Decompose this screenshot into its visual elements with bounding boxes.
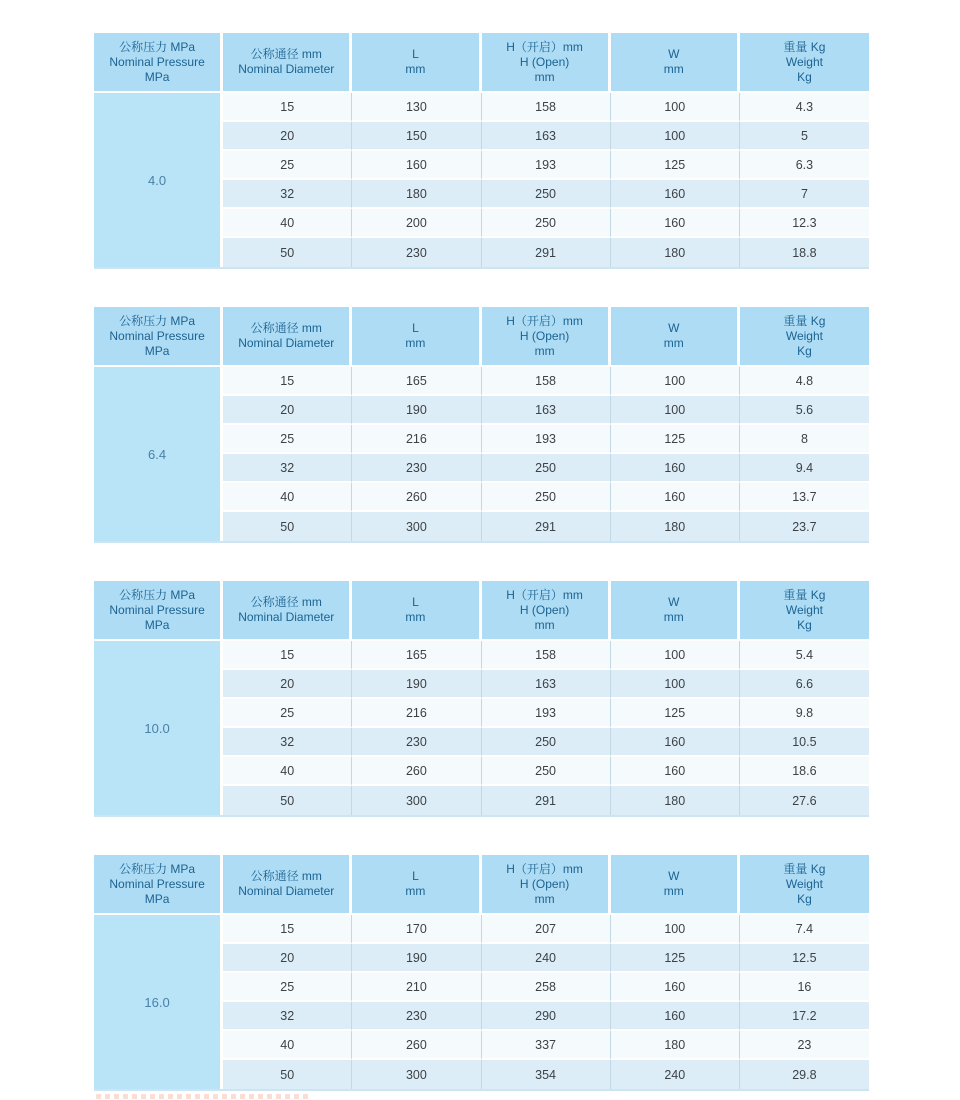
col-header-h-open-line: H（开启）mm [506, 587, 583, 602]
cell-weight: 27.6 [740, 786, 869, 815]
cell-length: 165 [352, 367, 481, 396]
cell-weight: 8 [740, 425, 869, 454]
cell-width: 125 [611, 151, 740, 180]
col-header-h-open [482, 855, 611, 915]
cell-h-open: 163 [482, 396, 611, 425]
col-header-diameter-line: Nominal Diameter [238, 62, 335, 76]
cell-width: 125 [611, 425, 740, 454]
col-header-width-line: W [668, 869, 680, 883]
cell-weight: 6.3 [740, 151, 869, 180]
col-header-h-open-line: H (Open) [519, 876, 570, 891]
cell-diameter: 15 [223, 93, 352, 122]
col-header-h-open-line: mm [534, 69, 555, 84]
col-header-h-open [482, 581, 611, 641]
cell-weight: 12.5 [740, 944, 869, 973]
col-header-width-line: W [668, 47, 680, 61]
col-header-h-open-line: H (Open) [519, 328, 570, 343]
col-header-weight-line: Kg [797, 617, 812, 632]
cell-length: 170 [352, 915, 481, 944]
col-header-length [352, 33, 481, 93]
col-header-pressure-line: MPa [144, 891, 170, 906]
col-header-pressure-line: MPa [144, 343, 170, 358]
col-header-h-open-line: H（开启）mm [506, 861, 583, 876]
cell-h-open: 250 [482, 180, 611, 209]
col-header-pressure-line: Nominal Pressure [109, 602, 205, 617]
col-header-width-line: mm [663, 336, 684, 350]
cell-width: 180 [611, 512, 740, 541]
cell-h-open: 337 [482, 1031, 611, 1060]
col-header-pressure [94, 581, 223, 641]
col-header-pressure-line: 公称压力 MPa [119, 313, 196, 328]
cell-length: 160 [352, 151, 481, 180]
cell-width: 160 [611, 757, 740, 786]
cell-length: 190 [352, 944, 481, 973]
cell-diameter: 50 [223, 238, 352, 267]
col-header-diameter [223, 33, 352, 93]
cell-width: 160 [611, 209, 740, 238]
cell-h-open: 290 [482, 1002, 611, 1031]
col-header-weight-line: Kg [797, 343, 812, 358]
col-header-weight-line: Kg [797, 69, 812, 84]
cell-diameter: 50 [223, 512, 352, 541]
col-header-pressure-line: Nominal Pressure [109, 876, 205, 891]
cell-width: 160 [611, 180, 740, 209]
cell-width: 160 [611, 483, 740, 512]
cell-length: 230 [352, 454, 481, 483]
cell-weight: 9.4 [740, 454, 869, 483]
cell-diameter: 20 [223, 944, 352, 973]
col-header-pressure-line: Nominal Pressure [109, 328, 205, 343]
cell-h-open: 163 [482, 670, 611, 699]
cell-diameter: 32 [223, 180, 352, 209]
cell-length: 210 [352, 973, 481, 1002]
spec-table-6.4MPa [94, 307, 869, 543]
cutoff-footnote-fragment [96, 1094, 311, 1099]
cell-width: 100 [611, 396, 740, 425]
cell-width: 160 [611, 973, 740, 1002]
cell-length: 165 [352, 641, 481, 670]
col-header-h-open-line: mm [534, 343, 555, 358]
col-header-pressure-line: 公称压力 MPa [119, 587, 196, 602]
col-header-length-line: L [412, 595, 419, 609]
cell-diameter: 40 [223, 209, 352, 238]
col-header-weight-line: 重量 Kg [783, 313, 826, 328]
cell-width: 100 [611, 367, 740, 396]
pressure-value-cell: 4.0 [94, 93, 223, 267]
cell-diameter: 32 [223, 454, 352, 483]
col-header-diameter-line: Nominal Diameter [238, 610, 335, 624]
cell-h-open: 250 [482, 209, 611, 238]
cell-width: 180 [611, 238, 740, 267]
cell-weight: 29.8 [740, 1060, 869, 1089]
col-header-pressure-line: 公称压力 MPa [119, 861, 196, 876]
col-header-width-line: mm [663, 610, 684, 624]
cell-h-open: 291 [482, 512, 611, 541]
cell-h-open: 193 [482, 699, 611, 728]
col-header-h-open-line: H (Open) [519, 54, 570, 69]
cell-diameter: 20 [223, 396, 352, 425]
cell-weight: 4.3 [740, 93, 869, 122]
col-header-weight [740, 33, 869, 93]
col-header-diameter [223, 855, 352, 915]
cell-length: 230 [352, 1002, 481, 1031]
cell-width: 160 [611, 1002, 740, 1031]
cell-diameter: 15 [223, 641, 352, 670]
cell-weight: 18.6 [740, 757, 869, 786]
col-header-weight-line: 重量 Kg [783, 861, 826, 876]
cell-weight: 10.5 [740, 728, 869, 757]
col-header-diameter-line: 公称通径 mm [250, 321, 322, 335]
col-header-width [611, 855, 740, 915]
cell-h-open: 258 [482, 973, 611, 1002]
cell-weight: 7 [740, 180, 869, 209]
cell-weight: 13.7 [740, 483, 869, 512]
spec-table-10.0MPa [94, 581, 869, 817]
cell-diameter: 15 [223, 367, 352, 396]
col-header-pressure [94, 855, 223, 915]
cell-width: 180 [611, 786, 740, 815]
col-header-length-line: L [412, 869, 419, 883]
cell-h-open: 240 [482, 944, 611, 973]
cell-length: 260 [352, 483, 481, 512]
col-header-diameter-line: 公称通径 mm [250, 595, 322, 609]
col-header-weight-line: Weight [785, 602, 823, 617]
cell-width: 125 [611, 944, 740, 973]
cell-weight: 12.3 [740, 209, 869, 238]
cell-h-open: 354 [482, 1060, 611, 1089]
col-header-weight-line: Kg [797, 891, 812, 906]
col-header-h-open-line: H（开启）mm [506, 313, 583, 328]
col-header-diameter-line: Nominal Diameter [238, 336, 335, 350]
cell-diameter: 40 [223, 1031, 352, 1060]
cell-diameter: 20 [223, 670, 352, 699]
col-header-length-line: mm [405, 884, 426, 898]
cell-weight: 4.8 [740, 367, 869, 396]
cell-length: 230 [352, 728, 481, 757]
cell-weight: 7.4 [740, 915, 869, 944]
col-header-length-line: L [412, 321, 419, 335]
col-header-diameter [223, 581, 352, 641]
cell-diameter: 50 [223, 1060, 352, 1089]
cell-width: 100 [611, 93, 740, 122]
cell-h-open: 291 [482, 786, 611, 815]
cell-h-open: 207 [482, 915, 611, 944]
col-header-width [611, 307, 740, 367]
pressure-value-cell: 16.0 [94, 915, 223, 1089]
cell-length: 300 [352, 786, 481, 815]
col-header-length [352, 855, 481, 915]
col-header-weight-line: Weight [785, 54, 823, 69]
col-header-length-line: L [412, 47, 419, 61]
cell-weight: 5.6 [740, 396, 869, 425]
cell-length: 300 [352, 1060, 481, 1089]
cell-width: 160 [611, 454, 740, 483]
col-header-weight-line: 重量 Kg [783, 39, 826, 54]
col-header-width-line: W [668, 595, 680, 609]
cell-diameter: 50 [223, 786, 352, 815]
col-header-diameter [223, 307, 352, 367]
spec-table-4.0MPa [94, 33, 869, 269]
cell-length: 200 [352, 209, 481, 238]
col-header-weight-line: Weight [785, 876, 823, 891]
cell-weight: 17.2 [740, 1002, 869, 1031]
col-header-weight-line: Weight [785, 328, 823, 343]
col-header-pressure-line: 公称压力 MPa [119, 39, 196, 54]
col-header-pressure-line: MPa [144, 617, 170, 632]
cell-width: 100 [611, 122, 740, 151]
col-header-h-open-line: mm [534, 891, 555, 906]
cell-h-open: 158 [482, 93, 611, 122]
spec-table-16.0MPa [94, 855, 869, 1091]
cell-weight: 5 [740, 122, 869, 151]
col-header-length-line: mm [405, 610, 426, 624]
col-header-weight [740, 307, 869, 367]
col-header-length [352, 307, 481, 367]
pressure-value-cell: 10.0 [94, 641, 223, 815]
cell-weight: 23.7 [740, 512, 869, 541]
cell-h-open: 250 [482, 483, 611, 512]
cell-h-open: 163 [482, 122, 611, 151]
cell-h-open: 193 [482, 425, 611, 454]
col-header-width-line: mm [663, 62, 684, 76]
cell-h-open: 250 [482, 757, 611, 786]
cell-length: 216 [352, 699, 481, 728]
cell-diameter: 25 [223, 425, 352, 454]
cell-length: 260 [352, 1031, 481, 1060]
col-header-diameter-line: 公称通径 mm [250, 869, 322, 883]
cell-width: 100 [611, 641, 740, 670]
col-header-pressure-line: MPa [144, 69, 170, 84]
col-header-width-line: mm [663, 884, 684, 898]
cell-diameter: 40 [223, 483, 352, 512]
cell-length: 300 [352, 512, 481, 541]
col-header-length-line: mm [405, 336, 426, 350]
cell-diameter: 40 [223, 757, 352, 786]
cell-length: 260 [352, 757, 481, 786]
cell-diameter: 25 [223, 973, 352, 1002]
cell-h-open: 250 [482, 728, 611, 757]
col-header-weight [740, 855, 869, 915]
cell-length: 150 [352, 122, 481, 151]
cell-length: 216 [352, 425, 481, 454]
col-header-h-open [482, 33, 611, 93]
col-header-h-open-line: mm [534, 617, 555, 632]
cell-diameter: 25 [223, 699, 352, 728]
cell-h-open: 250 [482, 454, 611, 483]
cell-weight: 5.4 [740, 641, 869, 670]
col-header-diameter-line: 公称通径 mm [250, 47, 322, 61]
cell-width: 160 [611, 728, 740, 757]
cell-length: 180 [352, 180, 481, 209]
cell-h-open: 158 [482, 367, 611, 396]
col-header-h-open [482, 307, 611, 367]
cell-width: 240 [611, 1060, 740, 1089]
cell-width: 125 [611, 699, 740, 728]
col-header-pressure-line: Nominal Pressure [109, 54, 205, 69]
cell-weight: 18.8 [740, 238, 869, 267]
cell-length: 230 [352, 238, 481, 267]
pressure-value-cell: 6.4 [94, 367, 223, 541]
col-header-h-open-line: H（开启）mm [506, 39, 583, 54]
cell-width: 100 [611, 670, 740, 699]
cell-length: 190 [352, 396, 481, 425]
cell-diameter: 32 [223, 1002, 352, 1031]
cell-h-open: 291 [482, 238, 611, 267]
cell-h-open: 193 [482, 151, 611, 180]
cell-weight: 16 [740, 973, 869, 1002]
col-header-weight [740, 581, 869, 641]
col-header-h-open-line: H (Open) [519, 602, 570, 617]
cell-diameter: 15 [223, 915, 352, 944]
col-header-width [611, 581, 740, 641]
cell-weight: 9.8 [740, 699, 869, 728]
cell-h-open: 158 [482, 641, 611, 670]
cell-diameter: 25 [223, 151, 352, 180]
cell-diameter: 32 [223, 728, 352, 757]
col-header-pressure [94, 307, 223, 367]
col-header-width [611, 33, 740, 93]
col-header-pressure [94, 33, 223, 93]
cell-weight: 6.6 [740, 670, 869, 699]
cell-diameter: 20 [223, 122, 352, 151]
col-header-length-line: mm [405, 62, 426, 76]
col-header-weight-line: 重量 Kg [783, 587, 826, 602]
cell-weight: 23 [740, 1031, 869, 1060]
col-header-width-line: W [668, 321, 680, 335]
cell-width: 100 [611, 915, 740, 944]
cell-length: 190 [352, 670, 481, 699]
col-header-length [352, 581, 481, 641]
col-header-diameter-line: Nominal Diameter [238, 884, 335, 898]
cell-length: 130 [352, 93, 481, 122]
cell-width: 180 [611, 1031, 740, 1060]
